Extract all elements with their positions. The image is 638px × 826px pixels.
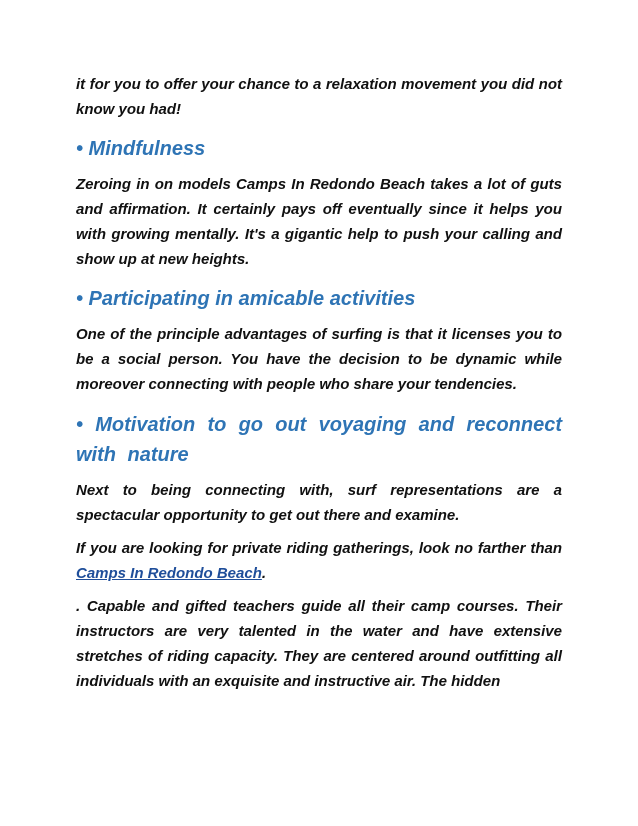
- link-paragraph-text-after: .: [261, 565, 267, 582]
- intro-paragraph: it for you to offer your chance to a relaxation movement you did not know you had!: [76, 76, 562, 118]
- amicable-activities-paragraph: One of the principle advantages of surfing is that it licenses you to be a social person. You have the decision to be dynamic while moreover connecting with people who share your tendencies.: [76, 326, 562, 393]
- document-page: [76, 72, 562, 694]
- heading-mindfulness: • Mindfulness: [76, 138, 206, 160]
- link-paragraph: [76, 536, 562, 586]
- link-paragraph-text-before: If you are looking for private riding gatherings, look no farther than: [76, 540, 562, 557]
- closing-paragraph: . Capable and gifted teachers guide all their camp courses. Their instructors are very talented in the water and have extensive stretches of riding capacity. They are centered around outfitting all individuals with an exquisite and instructive air. The hidden: [76, 598, 562, 690]
- heading-motivation: • Motivation to go out voyaging and reconnect with nature: [76, 414, 562, 466]
- camps-redondo-beach-link[interactable]: Camps In Redondo Beach: [76, 565, 262, 582]
- mindfulness-paragraph: Zeroing in on models Camps In Redondo Beach takes a lot of guts and affirmation. It certainly pays off eventually since it helps you with growing mentally. It's a gigantic help to push your calling and show up at new heights.: [76, 176, 562, 268]
- motivation-paragraph: Next to being connecting with, surf representations are a spectacular opportunity to get out there and examine.: [76, 482, 562, 524]
- heading-amicable-activities: • Participating in amicable activities: [76, 288, 416, 310]
